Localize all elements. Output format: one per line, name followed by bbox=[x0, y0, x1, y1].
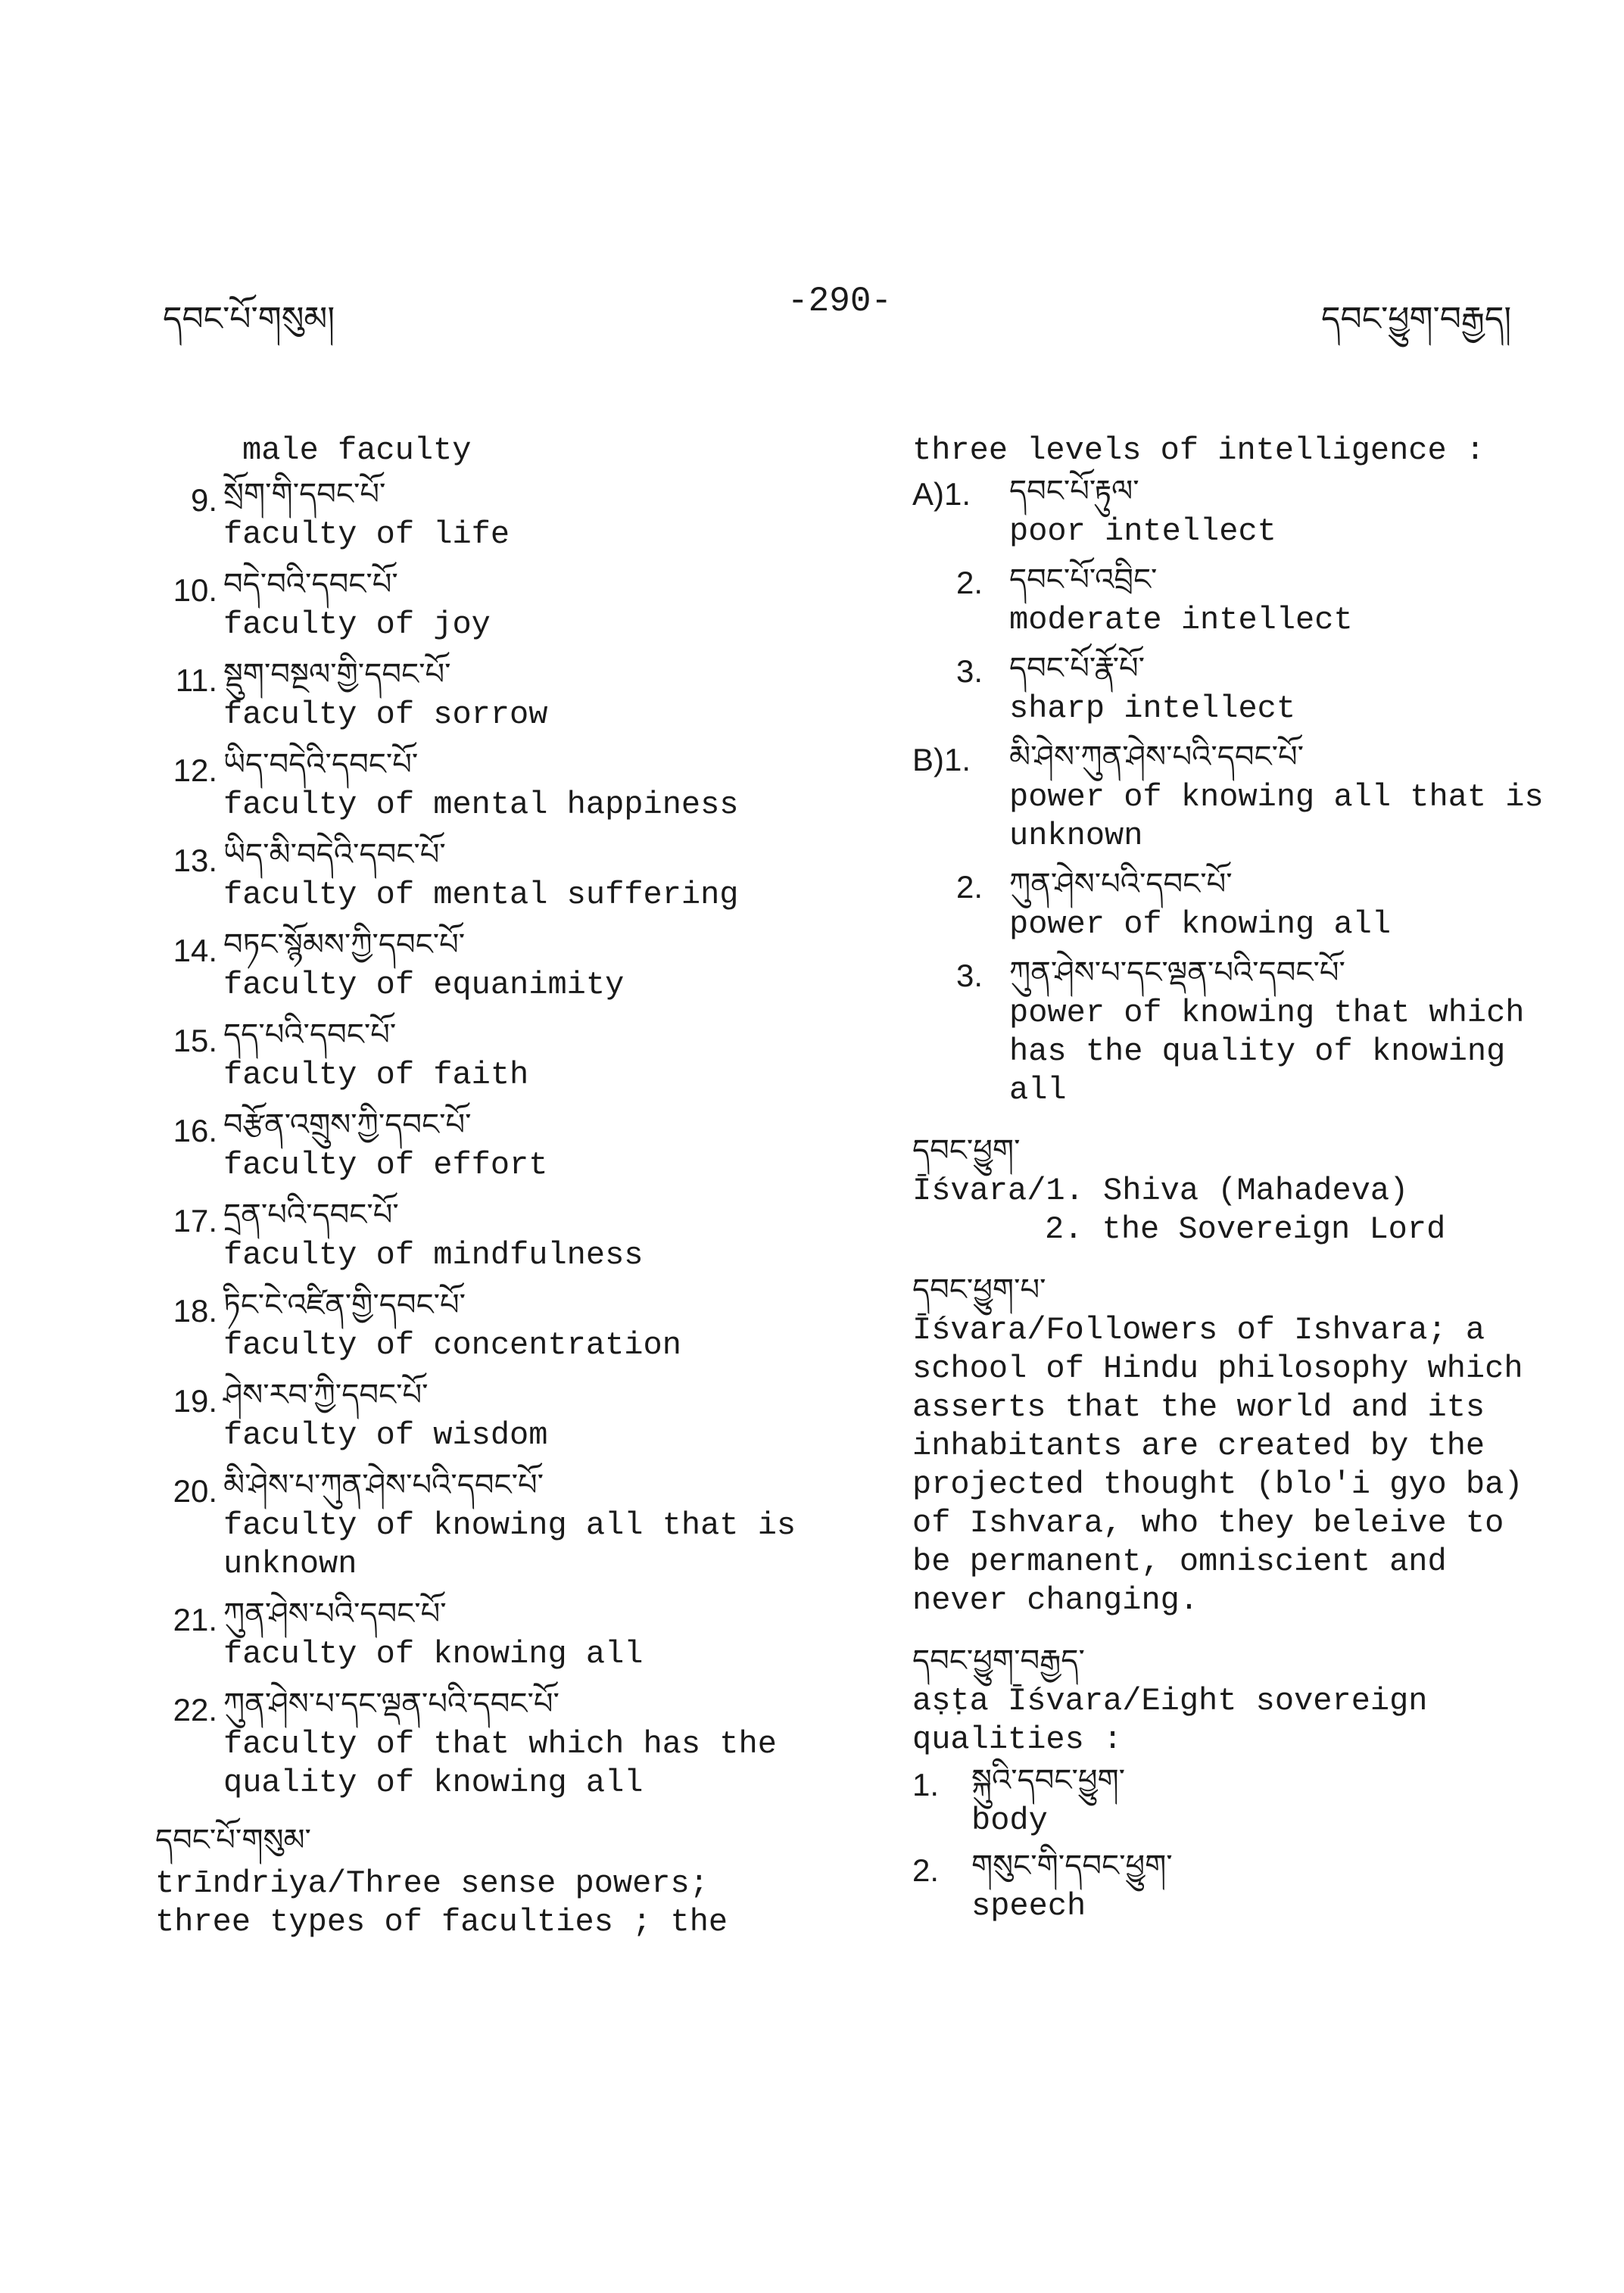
english-definition: faculty of faith bbox=[223, 1057, 529, 1093]
left-column bbox=[155, 431, 837, 1942]
tibetan-term: ཀུན་ཤེས་པའི་དབང་པོ་ bbox=[1009, 867, 1233, 902]
tibetan-term: སྡུག་བསྔལ་གྱི་དབང་པོ་ bbox=[223, 657, 451, 692]
list-item bbox=[912, 470, 1579, 551]
english-definition: power of knowing all bbox=[1009, 906, 1392, 942]
list-item bbox=[155, 924, 837, 1005]
list-item bbox=[155, 563, 837, 644]
list-item bbox=[912, 1845, 1579, 1926]
entry-number: 22. bbox=[173, 1692, 217, 1728]
list-item bbox=[912, 952, 1579, 1110]
entry-number: 11. bbox=[175, 662, 217, 698]
right-column bbox=[912, 431, 1579, 1930]
english-definition: moderate intellect bbox=[1009, 602, 1353, 638]
tibetan-headword: དབང་ཕྱུག་པ་ bbox=[912, 1273, 1046, 1307]
header-left-title: དབང་པོ་གསུམ། bbox=[163, 300, 335, 338]
list-item bbox=[155, 1464, 837, 1584]
list-item bbox=[912, 1759, 1579, 1840]
english-definition: speech bbox=[971, 1888, 1086, 1924]
tibetan-term: ཡིད་བདེའི་དབང་པོ་ bbox=[223, 747, 419, 782]
entry-number: 1. bbox=[912, 1767, 940, 1802]
english-definition: faculty of equanimity bbox=[223, 967, 625, 1003]
tibetan-term: སྲོག་གི་དབང་པོ་ bbox=[223, 477, 386, 512]
entry-number: 16. bbox=[173, 1113, 217, 1148]
section-three-sense-powers bbox=[155, 1819, 837, 1942]
entry-number: 2. bbox=[912, 1852, 940, 1888]
page-number: -290- bbox=[787, 282, 893, 321]
continued-definition: male faculty bbox=[242, 432, 472, 469]
entry-number: 3. bbox=[956, 653, 983, 689]
english-definition: sharp intellect bbox=[1009, 690, 1296, 727]
entry-number: 15. bbox=[173, 1023, 217, 1058]
list-item bbox=[155, 1374, 837, 1455]
english-definition: 2. the Sovereign Lord bbox=[1045, 1211, 1446, 1248]
english-definition: faculty of mental happiness bbox=[223, 787, 739, 823]
entry-number: 13. bbox=[173, 843, 217, 878]
tibetan-term: བཏང་སྙོམས་ཀྱི་དབང་པོ་ bbox=[223, 927, 466, 962]
list-item bbox=[155, 833, 837, 914]
tibetan-term: དད་པའི་དབང་པོ་ bbox=[223, 1017, 397, 1052]
english-definition: power of knowing all that is unknown bbox=[1009, 779, 1544, 854]
english-definition: faculty of knowing all bbox=[223, 1636, 644, 1672]
section-asta-isvara bbox=[912, 1640, 1579, 1926]
tibetan-term: དབང་པོ་འབྲིང་ bbox=[1009, 562, 1158, 597]
english-definition: Īśvara/1. Shiva (Mahadeva) bbox=[912, 1173, 1409, 1209]
tibetan-term: ཀུན་ཤེས་པ་དང་ལྡན་པའི་དབང་པོ་ bbox=[223, 1687, 560, 1721]
entry-number: 20. bbox=[173, 1473, 217, 1509]
english-definition: faculty of mindfulness bbox=[223, 1237, 644, 1273]
english-definition: faculty of concentration bbox=[223, 1327, 681, 1363]
entry-number: 17. bbox=[173, 1203, 217, 1238]
tibetan-term: ཀུན་ཤེས་པའི་དབང་པོ་ bbox=[223, 1597, 447, 1631]
english-definition: faculty of that which has the quality of knowing all bbox=[223, 1726, 777, 1801]
section-isvara bbox=[912, 1129, 1579, 1249]
english-definition: faculty of wisdom bbox=[223, 1417, 548, 1453]
tibetan-term: ཀུན་ཤེས་པ་དང་ལྡན་པའི་དབང་པོ་ bbox=[1009, 955, 1345, 990]
list-item bbox=[155, 1104, 837, 1185]
english-definition: power of knowing that which has the quality of knowing all bbox=[1009, 995, 1525, 1108]
tibetan-headword: དབང་པོ་གསུམ་ bbox=[155, 1823, 311, 1858]
entry-number: 2. bbox=[956, 565, 983, 600]
continued-definition: three levels of intelligence : bbox=[912, 432, 1485, 469]
list-item bbox=[912, 863, 1579, 944]
tibetan-term: དྲན་པའི་དབང་པོ་ bbox=[223, 1198, 399, 1232]
english-definition: faculty of life bbox=[223, 516, 510, 553]
header-right-title: དབང་ཕྱུག་བརྒྱད། bbox=[1321, 300, 1512, 338]
english-definition: trīndriya/Three sense powers; three types of faculties ; the bbox=[155, 1865, 728, 1940]
entry-number: 2. bbox=[956, 869, 983, 905]
tibetan-term: བརྩོན་འགྲུས་ཀྱི་དབང་པོ་ bbox=[223, 1108, 472, 1142]
entry-number: 9. bbox=[190, 482, 217, 518]
section-isvara-followers bbox=[912, 1269, 1579, 1620]
list-item bbox=[912, 736, 1579, 855]
list-item bbox=[155, 1194, 837, 1275]
tibetan-term: མི་ཤེས་པ་ཀུན་ཤེས་པའི་དབང་པོ་ bbox=[223, 1468, 544, 1503]
english-definition: faculty of effort bbox=[223, 1147, 548, 1183]
entry-number: 3. bbox=[956, 958, 983, 993]
tibetan-term: བདེ་བའི་དབང་པོ་ bbox=[223, 567, 398, 602]
entry-number: 21. bbox=[173, 1602, 217, 1637]
list-item bbox=[155, 473, 837, 554]
entry-number: 10. bbox=[173, 572, 217, 608]
english-definition: Īśvara/Followers of Ishvara; a school of Hindu philosophy which asserts that the world and its inhabitants are created by the projected thought (blo'i gyo ba) of Ishvara, who they beleive to be permanent, omniscient and never changing. bbox=[912, 1312, 1523, 1618]
english-definition: faculty of joy bbox=[223, 606, 491, 643]
english-definition: body bbox=[971, 1802, 1048, 1839]
list-item bbox=[155, 1593, 837, 1674]
tibetan-term: མི་ཤེས་ཀུན་ཤེས་པའི་དབང་པོ་ bbox=[1009, 740, 1304, 774]
tibetan-headword: དབང་ཕྱུག་བརྒྱད་ bbox=[912, 1643, 1085, 1678]
entry-number: A)1. bbox=[912, 476, 971, 512]
tibetan-term: ཡིད་མི་བདེའི་དབང་པོ་ bbox=[223, 837, 446, 872]
english-definition: poor intellect bbox=[1009, 513, 1276, 550]
tibetan-headword: དབང་ཕྱུག་ bbox=[912, 1133, 1021, 1168]
list-item bbox=[155, 1683, 837, 1802]
tibetan-term: སྐུའི་དབང་ཕྱུག་ bbox=[971, 1763, 1126, 1798]
entry-number: 12. bbox=[173, 752, 217, 788]
tibetan-term: གསུང་གི་དབང་ཕྱུག་ bbox=[971, 1849, 1173, 1883]
english-definition: faculty of knowing all that is unknown bbox=[223, 1507, 796, 1582]
list-item bbox=[155, 1014, 837, 1095]
tibetan-term: ཏིང་ངེ་འཛིན་གྱི་དབང་པོ་ bbox=[223, 1288, 466, 1323]
english-definition: aṣṭa Īśvara/Eight sovereign qualities : bbox=[912, 1683, 1428, 1758]
entry-number: B)1. bbox=[912, 742, 971, 777]
english-definition: faculty of mental suffering bbox=[223, 877, 739, 913]
list-item bbox=[912, 647, 1579, 728]
list-item bbox=[155, 743, 837, 824]
tibetan-term: ཤེས་རབ་ཀྱི་དབང་པོ་ bbox=[223, 1378, 429, 1413]
entry-number: 18. bbox=[173, 1293, 217, 1329]
english-definition: faculty of sorrow bbox=[223, 696, 548, 733]
list-item bbox=[912, 559, 1579, 640]
list-item bbox=[155, 1284, 837, 1365]
entry-number: 14. bbox=[173, 933, 217, 968]
list-item bbox=[155, 653, 837, 734]
tibetan-term: དབང་པོ་རྟུལ་ bbox=[1009, 474, 1139, 509]
entry-number: 19. bbox=[173, 1383, 217, 1419]
tibetan-term: དབང་པོ་རྣོ་པོ་ bbox=[1009, 651, 1146, 686]
